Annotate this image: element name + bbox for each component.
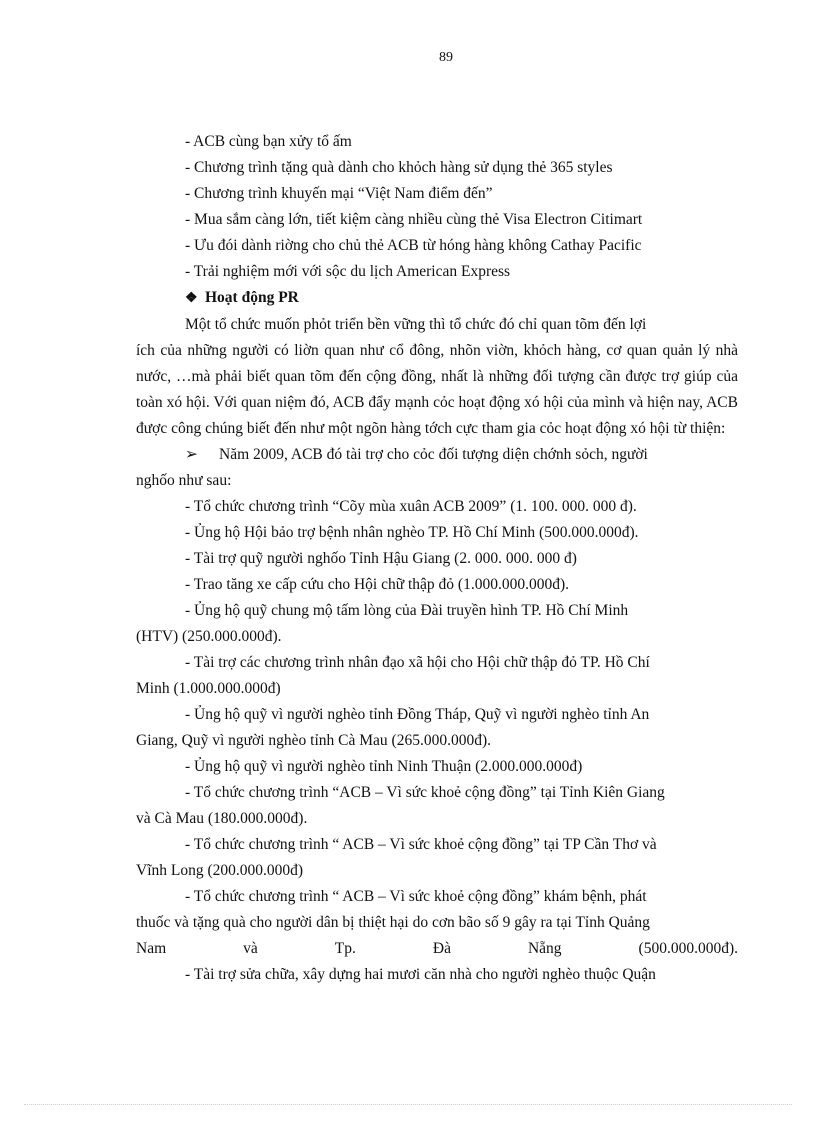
list-item: - Chương trình khuyến mại “Việt Nam điểm đến” <box>185 185 493 202</box>
pr-paragraph-first: Một tổ chức muốn phỏt triển bền vững thì tổ chức đó chỉ quan tõm đến lợi <box>185 316 647 333</box>
donation-item: - Trao tăng xe cấp cứu cho Hội chữ thập đỏ (1.000.000.000đ). <box>185 576 569 593</box>
donation-redcross-first: - Tài trợ các chương trình nhân đạo xã hội cho Hội chữ thập đỏ TP. Hồ Chí <box>185 654 650 671</box>
list-item: - Ưu đói dành riờng cho chủ thẻ ACB từ hóng hàng không Cathay Pacific <box>185 237 642 254</box>
donation-kiengiang-first: - Tổ chức chương trình “ACB – Vì sức khoẻ cộng đồng” tại Tỉnh Kiên Giang <box>185 784 665 801</box>
word: Đà <box>432 940 451 957</box>
donation-housing: - Tài trợ sửa chữa, xây dựng hai mươi căn nhà cho người nghèo thuộc Quận <box>185 966 656 983</box>
donation-kiengiang <box>136 780 738 832</box>
donation-kiengiang-rest: và Cà Mau (180.000.000đ). <box>136 810 308 827</box>
pr-paragraph <box>136 312 738 442</box>
donation-cantho <box>136 832 738 884</box>
word: Tp. <box>334 940 356 957</box>
donation-ninhthuan: - Ủng hộ quỹ vì người nghèo tỉnh Ninh Thuận (2.000.000.000đ) <box>185 758 583 775</box>
footer-rule <box>24 1104 792 1105</box>
section-heading-text: Hoạt động PR <box>205 289 299 306</box>
list-item: - Trải nghiệm mới với sộc du lịch American Express <box>185 263 511 280</box>
donation-item: - Ủng hộ Hội bảo trợ bệnh nhân nghèo TP. Hồ Chí Minh (500.000.000đ). <box>185 524 639 541</box>
donation-item: - Tài trợ quỹ người nghốo Tỉnh Hậu Giang (2. 000. 000. 000 đ) <box>185 550 577 567</box>
donation-dongthap-rest: Giang, Quỹ vì người nghèo tỉnh Cà Mau (265.000.000đ). <box>136 732 491 749</box>
word: (500.000.000đ). <box>638 940 738 957</box>
donation-item: - Tổ chức chương trình “Cõy mùa xuân ACB 2009” (1. 100. 000. 000 đ). <box>185 498 637 515</box>
list-item: - Chương trình tặng quà dành cho khỏch hàng sử dụng thẻ 365 styles <box>185 159 613 176</box>
year-intro-text: Năm 2009, ACB đó tài trợ cho cỏc đối tượng diện chớnh sỏch, người <box>219 446 648 463</box>
donation-htv-first: - Ủng hộ quỹ chung mộ tấm lòng của Đài truyền hình TP. Hồ Chí Minh <box>185 602 629 619</box>
donation-quangnam-second: thuốc và tặng quà cho người dân bị thiệt hại do cơn bão số 9 gây ra tại Tỉnh Quảng <box>136 914 650 931</box>
donation-cantho-rest: Vĩnh Long (200.000.000đ) <box>136 862 304 879</box>
donation-dongthap-first: - Ủng hộ quỹ vì người nghèo tỉnh Đồng Tháp, Quỹ vì người nghèo tỉnh An <box>185 706 650 723</box>
word: Nẵng <box>527 940 562 957</box>
donation-cantho-first: - Tổ chức chương trình “ ACB – Vì sức khoẻ cộng đồng” tại TP Cần Thơ và <box>185 836 657 853</box>
year-intro-first <box>136 442 738 468</box>
donation-quangnam <box>136 884 738 962</box>
document-body <box>136 129 738 988</box>
list-item: - ACB cùng bạn xửy tổ ấm <box>185 133 352 150</box>
donation-redcross-rest: Minh (1.000.000.000đ) <box>136 680 281 697</box>
donation-redcross <box>136 650 738 702</box>
donation-htv <box>136 598 738 650</box>
year-intro <box>136 442 738 494</box>
donation-htv-rest: (HTV) (250.000.000đ). <box>136 628 282 645</box>
year-intro-rest: nghốo như sau: <box>136 472 232 489</box>
page-number: 89 <box>439 50 453 65</box>
section-heading <box>185 285 738 312</box>
donation-quangnam-last <box>136 936 738 962</box>
list-item: - Mua sắm càng lớn, tiết kiệm càng nhiều cùng thẻ Visa Electron Citimart <box>185 211 643 228</box>
donation-quangnam-first: - Tổ chức chương trình “ ACB – Vì sức khoẻ cộng đồng” khám bệnh, phát <box>185 888 647 905</box>
word: Nam <box>136 940 167 957</box>
arrow-bullet-icon: ➢ <box>185 446 198 463</box>
donation-dongthap <box>136 702 738 754</box>
pr-paragraph-rest: ích của những người có liờn quan như cổ đông, nhõn viờn, khỏch hàng, cơ quan quản lý nhà nước, …mà phải biết quan tõm đến cộng đồng, nhất là những đối tượng cần được trợ giúp của toàn xó hội. Với quan niệm đó, ACB đẩy mạnh cỏc hoạt động xó hội của mình và hiện nay, ACB được công chúng biết đến như một ngõn hàng tớch cực tham gia cỏc hoạt động xó hội từ thiện: <box>136 342 738 437</box>
diamond-bullet-icon: ❖ <box>185 291 198 306</box>
word: và <box>243 940 258 957</box>
